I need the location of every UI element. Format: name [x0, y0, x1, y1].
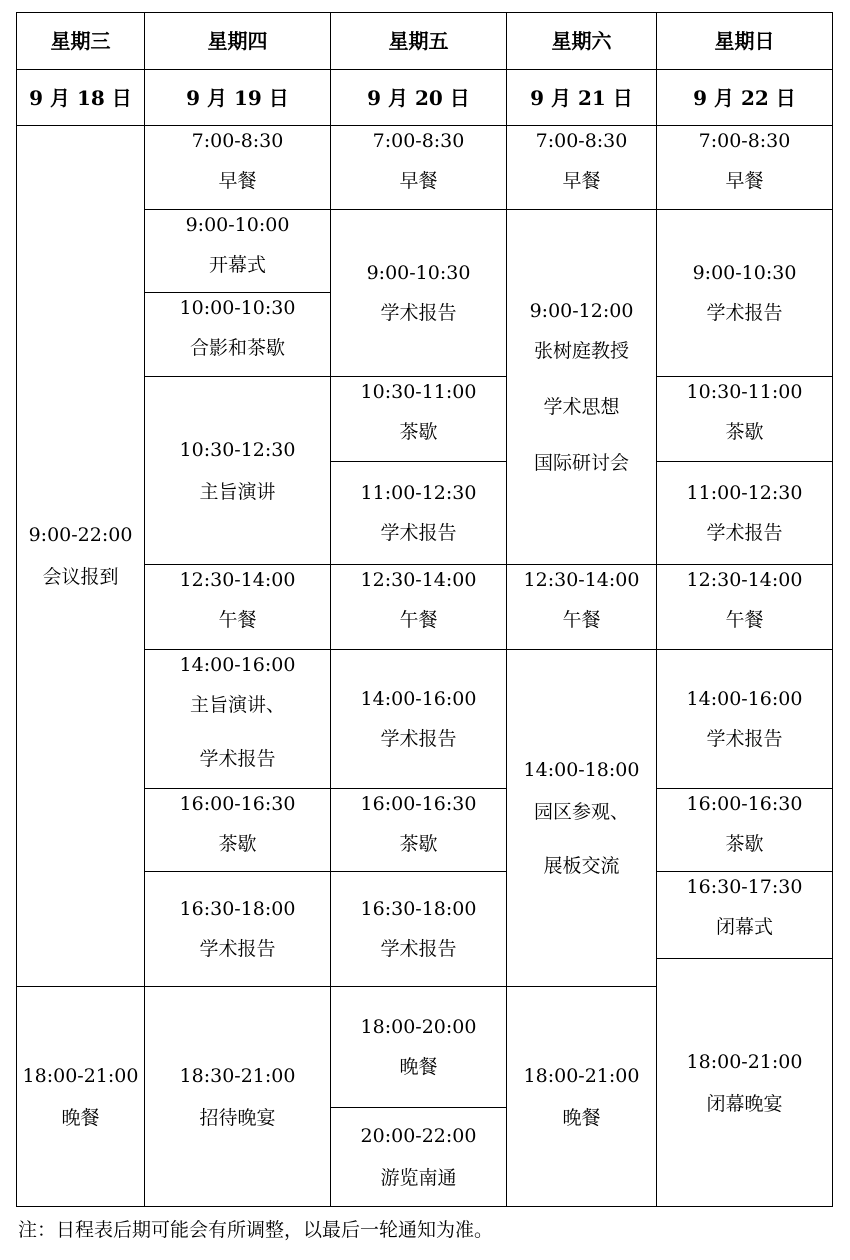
event-cell [656, 125, 833, 210]
event-name: 茶歇 [725, 833, 764, 855]
event-time: 14:00-16:00 [179, 654, 296, 676]
event-name: 开幕式 [208, 254, 266, 276]
event-time: 11:00-12:30 [686, 482, 803, 504]
event-time: 11:00-12:30 [360, 482, 477, 504]
event-cell [656, 871, 833, 959]
event-name: 茶歇 [725, 421, 764, 443]
event-name: 学术报告 [380, 728, 457, 750]
date-header-sat: 9 月 21 日 [506, 69, 657, 126]
event-name: 晚餐 [61, 1106, 100, 1129]
event-cell [144, 564, 331, 650]
event-name-line2: 学术思想 [543, 396, 620, 418]
event-cell [330, 649, 507, 789]
event-cell [144, 871, 331, 987]
event-cell [506, 564, 657, 650]
event-time: 10:30-12:30 [179, 438, 296, 461]
event-cell [506, 986, 657, 1207]
event-cell [506, 649, 657, 987]
event-cell [330, 871, 507, 987]
day-header-wed: 星期三 [16, 12, 145, 70]
event-time: 9:00-12:00 [529, 300, 634, 322]
event-name: 游览南通 [380, 1167, 457, 1189]
event-time: 7:00-8:30 [535, 130, 628, 152]
event-time: 14:00-16:00 [360, 688, 477, 710]
event-time: 12:30-14:00 [523, 569, 640, 591]
event-cell [656, 649, 833, 789]
event-name: 晚餐 [562, 1106, 601, 1129]
event-time: 16:30-18:00 [179, 898, 296, 920]
day-header-thu: 星期四 [144, 12, 331, 70]
event-name: 张树庭教授 [533, 340, 629, 362]
event-time: 14:00-16:00 [686, 688, 803, 710]
event-name: 午餐 [218, 609, 257, 631]
event-name: 会议报到 [42, 566, 119, 588]
event-time: 18:00-21:00 [686, 1050, 803, 1073]
date-header-sun: 9 月 22 日 [656, 69, 833, 126]
event-name: 午餐 [562, 609, 601, 631]
event-time: 7:00-8:30 [698, 130, 791, 152]
event-cell [506, 125, 657, 210]
event-name: 学术报告 [706, 522, 783, 544]
event-time: 12:30-14:00 [179, 569, 296, 591]
day-header-sat: 星期六 [506, 12, 657, 70]
date-header-thu: 9 月 19 日 [144, 69, 331, 126]
event-time: 10:30-11:00 [360, 381, 477, 403]
event-cell [144, 986, 331, 1207]
event-time: 16:30-17:30 [686, 876, 803, 898]
event-name: 学术报告 [199, 938, 276, 960]
event-name-line3: 国际研讨会 [533, 452, 629, 474]
event-time: 18:30-21:00 [179, 1064, 296, 1087]
event-name: 茶歇 [399, 421, 438, 443]
event-time: 9:00-22:00 [28, 524, 133, 546]
event-time: 10:00-10:30 [179, 297, 296, 319]
date-header-fri: 9 月 20 日 [330, 69, 507, 126]
event-cell [656, 376, 833, 462]
event-time: 16:00-16:30 [179, 793, 296, 815]
event-cell [144, 292, 331, 377]
event-time: 7:00-8:30 [191, 130, 284, 152]
event-cell [506, 209, 657, 565]
event-cell [144, 788, 331, 872]
event-time: 10:30-11:00 [686, 381, 803, 403]
event-name: 合影和茶歇 [189, 337, 285, 359]
event-cell [656, 958, 833, 1207]
event-cell [330, 564, 507, 650]
event-name: 早餐 [562, 170, 601, 192]
event-time: 16:30-18:00 [360, 898, 477, 920]
event-cell [330, 461, 507, 565]
event-name: 闭幕晚宴 [706, 1092, 783, 1115]
event-cell [144, 649, 331, 789]
event-cell [330, 209, 507, 377]
event-name: 早餐 [725, 170, 764, 192]
event-cell [330, 788, 507, 872]
event-time: 9:00-10:00 [185, 214, 290, 236]
event-cell [656, 209, 833, 377]
day-header-sun: 星期日 [656, 12, 833, 70]
event-cell [330, 1107, 507, 1207]
event-name: 主旨演讲 [199, 480, 276, 503]
event-cell [144, 376, 331, 565]
event-name: 主旨演讲、 [189, 694, 285, 716]
event-name: 午餐 [399, 609, 438, 631]
event-name: 招待晚宴 [199, 1106, 276, 1129]
event-time: 18:00-21:00 [523, 1064, 640, 1087]
event-time: 12:30-14:00 [686, 569, 803, 591]
event-cell [656, 788, 833, 872]
event-name: 茶歇 [399, 833, 438, 855]
footnote: 注：日程表后期可能会有所调整，以最后一轮通知为准。 [18, 1219, 494, 1241]
event-time: 9:00-10:30 [366, 262, 471, 284]
event-name: 午餐 [725, 609, 764, 631]
event-cell [656, 461, 833, 565]
event-name-line2: 展板交流 [543, 855, 620, 877]
event-cell [330, 986, 507, 1108]
event-name: 闭幕式 [715, 916, 773, 938]
event-time: 16:00-16:30 [686, 793, 803, 815]
event-time: 18:00-20:00 [360, 1016, 477, 1038]
event-cell [144, 209, 331, 293]
event-name: 茶歇 [218, 833, 257, 855]
event-name-line2: 学术报告 [199, 748, 276, 770]
event-time: 16:00-16:30 [360, 793, 477, 815]
date-header-wed: 9 月 18 日 [16, 69, 145, 126]
event-name: 学术报告 [380, 522, 457, 544]
event-name: 学术报告 [380, 938, 457, 960]
event-name: 学术报告 [380, 302, 457, 324]
event-cell [330, 376, 507, 462]
event-time: 20:00-22:00 [360, 1125, 477, 1147]
event-time: 7:00-8:30 [372, 130, 465, 152]
event-time: 14:00-18:00 [523, 759, 640, 781]
event-name: 学术报告 [706, 302, 783, 324]
event-time: 12:30-14:00 [360, 569, 477, 591]
event-name: 园区参观、 [533, 801, 629, 823]
event-time: 18:00-21:00 [22, 1064, 139, 1087]
event-cell [16, 986, 145, 1207]
event-cell [16, 125, 145, 987]
event-time: 9:00-10:30 [692, 262, 797, 284]
day-header-fri: 星期五 [330, 12, 507, 70]
event-name: 早餐 [218, 170, 257, 192]
event-name: 早餐 [399, 170, 438, 192]
event-name: 晚餐 [399, 1056, 438, 1078]
event-cell [330, 125, 507, 210]
event-cell [144, 125, 331, 210]
event-cell [656, 564, 833, 650]
event-name: 学术报告 [706, 728, 783, 750]
